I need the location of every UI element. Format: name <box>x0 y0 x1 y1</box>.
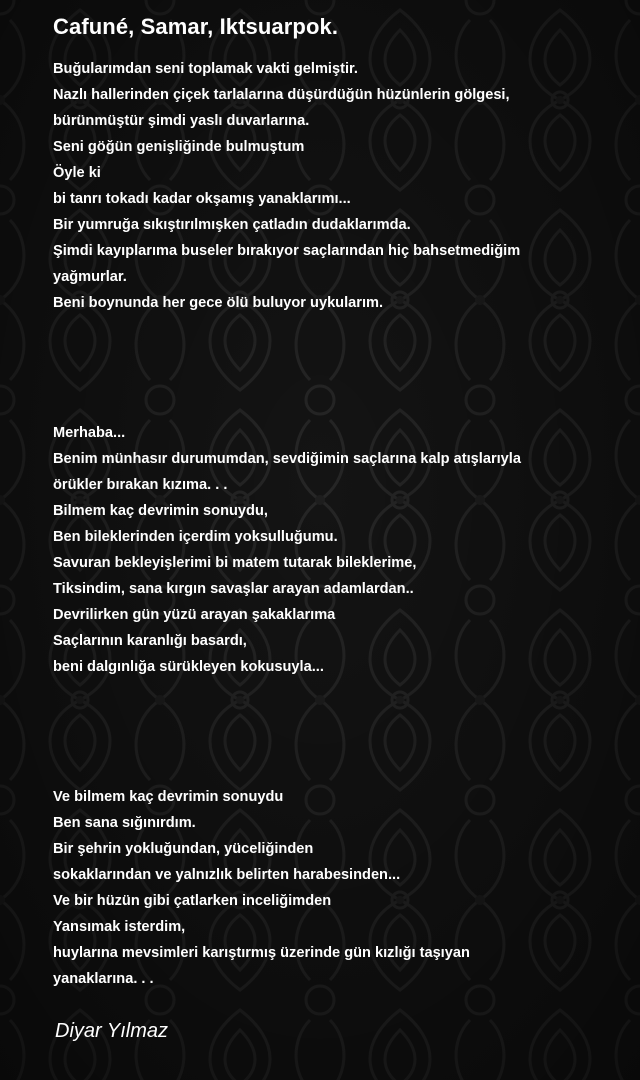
poem-line: yanaklarına. . . <box>53 971 154 987</box>
poem-line: Beni boynunda her gece ölü buluyor uykularım. <box>53 295 384 311</box>
poem-line: Savuran bekleyişlerimi bi matem tutarak bileklerime, <box>53 555 417 571</box>
stanza-2 <box>53 420 640 680</box>
poem-line: Nazlı hallerinden çiçek tarlalarına düşürdüğün hüzünlerin gölgesi, <box>53 87 510 103</box>
stanza-3 <box>53 784 640 992</box>
poem-line: Devrilirken gün yüzü arayan şakaklarıma <box>53 607 336 623</box>
poem-line: yağmurlar. <box>53 269 127 285</box>
poem-line: bürünmüştür şimdi yaslı duvarlarına. <box>53 113 310 129</box>
poem-line: Ben bileklerinden içerdim yoksulluğumu. <box>53 529 338 545</box>
poem-line: Tiksindim, sana kırgın savaşlar arayan adamlardan.. <box>53 581 414 597</box>
poem-line: bi tanrı tokadı kadar okşamış yanaklarımı... <box>53 191 351 207</box>
poem-line: huylarına mevsimleri karıştırmış üzerinde gün kızlığı taşıyan <box>53 945 470 961</box>
poem-line: Ve bilmem kaç devrimin sonuydu <box>53 789 284 805</box>
poem-line: Merhaba... <box>53 425 126 441</box>
poem-line: Seni göğün genişliğinde bulmuştum <box>53 139 305 155</box>
poem-line: Bir yumruğa sıkıştırılmışken çatladın dudaklarımda. <box>53 217 411 233</box>
poem-line: beni dalgınlığa sürükleyen kokusuyla... <box>53 659 324 675</box>
poem-line: Saçlarının karanlığı basardı, <box>53 633 247 649</box>
stanza-spacer <box>53 316 640 420</box>
poem-line: Ve bir hüzün gibi çatlarken inceliğimden <box>53 893 332 909</box>
stanza-1 <box>53 56 640 316</box>
poem-line: sokaklarından ve yalnızlık belirten harabesinden... <box>53 867 401 883</box>
poem-line: Benim münhasır durumumdan, sevdiğimin saçlarına kalp atışlarıyla <box>53 451 521 467</box>
stanza-spacer <box>53 680 640 784</box>
poem-line: Bilmem kaç devrimin sonuydu, <box>53 503 268 519</box>
poem-line: Buğularımdan seni toplamak vakti gelmiştir. <box>53 61 358 77</box>
poem-line: Bir şehrin yokluğundan, yüceliğinden <box>53 841 314 857</box>
poem-title: Cafuné, Samar, Iktsuarpok. <box>53 14 339 39</box>
poem-line: Şimdi kayıplarıma buseler bırakıyor saçlarından hiç bahsetmediğim <box>53 243 521 259</box>
poem-line: Öyle ki <box>53 165 101 181</box>
poem-author: Diyar Yılmaz <box>55 1020 168 1042</box>
poem-line: örükler bırakan kızıma. . . <box>53 477 228 493</box>
poem-line: Yansımak isterdim, <box>53 919 186 935</box>
poem-line: Ben sana sığınırdım. <box>53 815 196 831</box>
